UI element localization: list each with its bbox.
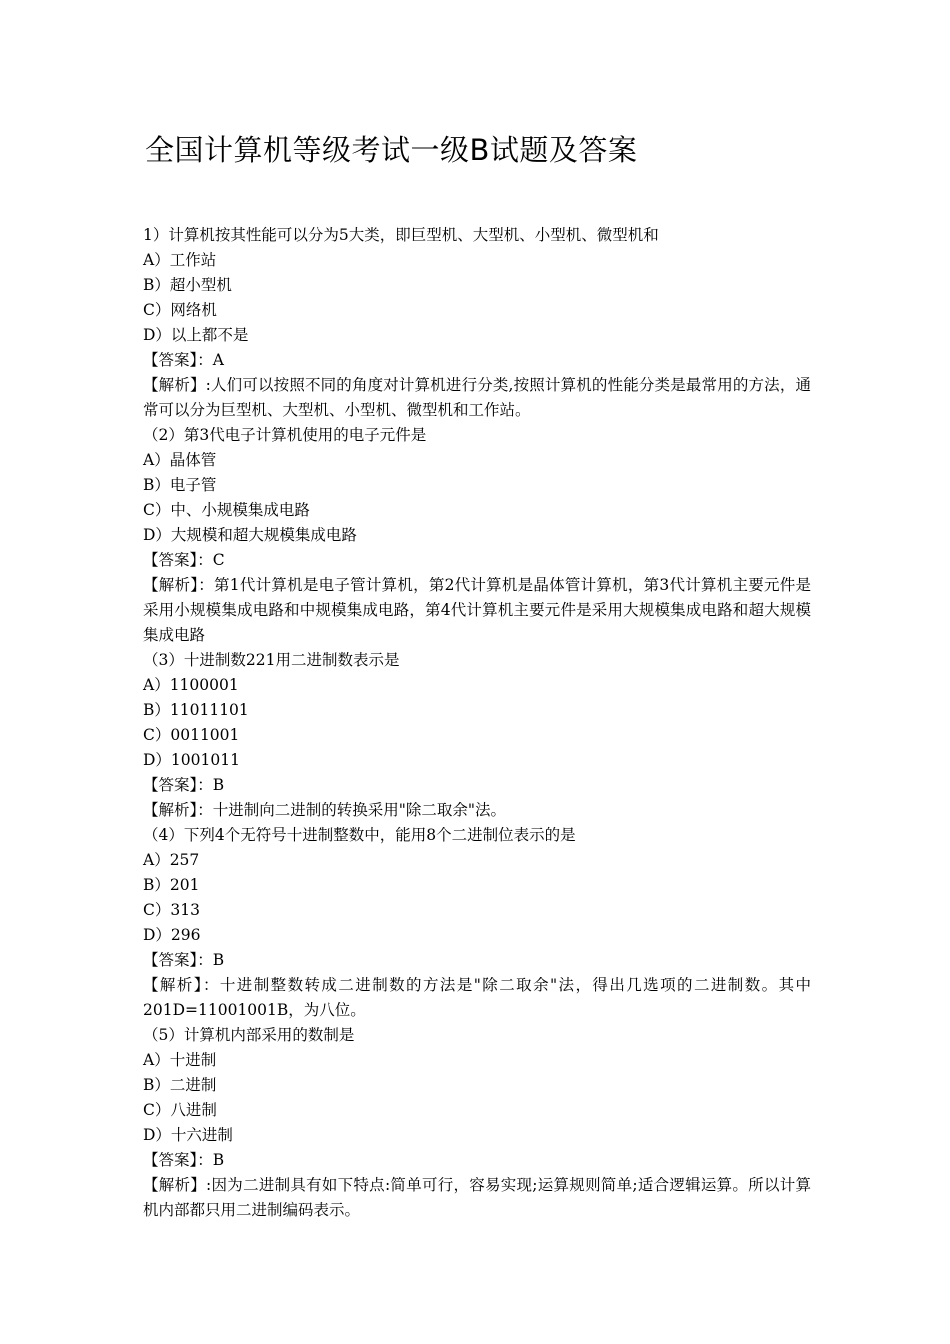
option-a: A）十进制 (143, 1051, 217, 1069)
option-c: C）313 (143, 901, 200, 919)
option-c: C）网络机 (143, 301, 217, 319)
analysis-paragraph: 【解析】:因为二进制具有如下特点:简单可行，容易实现;运算规则简单;适合逻辑运算。所以计算机内部都只用二进制编码表示。 (143, 1176, 811, 1219)
answer-line: 【答案】：B (143, 776, 225, 794)
option-a: A）晶体管 (143, 451, 217, 469)
document-title: 全国计算机等级考试一级B试题及答案 (145, 133, 638, 167)
option-d: D）1001011 (143, 751, 240, 769)
answer-line: 【答案】：C (143, 551, 225, 569)
option-b: B）二进制 (143, 1076, 217, 1094)
question-stem: 1）计算机按其性能可以分为5大类，即巨型机、大型机、小型机、微型机和 (143, 226, 659, 244)
option-d: D）大规模和超大规模集成电路 (143, 526, 357, 544)
option-a: A）工作站 (143, 251, 217, 269)
question-block (143, 648, 811, 823)
question-block (143, 823, 811, 1023)
question-list (143, 223, 811, 1223)
option-b: B）201 (143, 876, 200, 894)
option-a: A）257 (143, 851, 200, 869)
analysis-paragraph: 【解析】:人们可以按照不同的角度对计算机进行分类,按照计算机的性能分类是最常用的方法，通常可以分为巨型机、大型机、小型机、微型机和工作站。 (143, 376, 811, 419)
analysis-paragraph: 【解析】：十进制向二进制的转换采用"除二取余"法。 (143, 801, 507, 819)
answer-line: 【答案】：B (143, 951, 225, 969)
option-b: B）超小型机 (143, 276, 232, 294)
question-block (143, 423, 811, 648)
option-a: A）1100001 (143, 676, 239, 694)
answer-line: 【答案】：B (143, 1151, 225, 1169)
option-c: C）八进制 (143, 1101, 217, 1119)
option-d: D）十六进制 (143, 1126, 233, 1144)
question-stem: （3）十进制数221用二进制数表示是 (143, 651, 400, 669)
analysis-paragraph: 【解析】：第1代计算机是电子管计算机，第2代计算机是晶体管计算机，第3代计算机主要元件是采用小规模集成电路和中规模集成电路，第4代计算机主要元件是采用大规模集成电路和超大规模集成电路 (143, 576, 811, 644)
question-stem: （2）第3代电子计算机使用的电子元件是 (143, 426, 427, 444)
option-b: B）11011101 (143, 701, 249, 719)
option-d: D）296 (143, 926, 201, 944)
question-stem: （4）下列4个无符号十进制整数中，能用8个二进制位表示的是 (143, 826, 576, 844)
option-d: D）以上都不是 (143, 326, 249, 344)
option-b: B）电子管 (143, 476, 217, 494)
analysis-paragraph: 【解析】：十进制整数转成二进制数的方法是"除二取余"法，得出几选项的二进制数。其中201D=11001001B，为八位。 (143, 976, 811, 1019)
question-stem: （5）计算机内部采用的数制是 (143, 1026, 355, 1044)
option-c: C）0011001 (143, 726, 240, 744)
question-block (143, 1023, 811, 1223)
answer-line: 【答案】：A (143, 351, 224, 369)
question-block (143, 223, 811, 423)
option-c: C）中、小规模集成电路 (143, 501, 310, 519)
